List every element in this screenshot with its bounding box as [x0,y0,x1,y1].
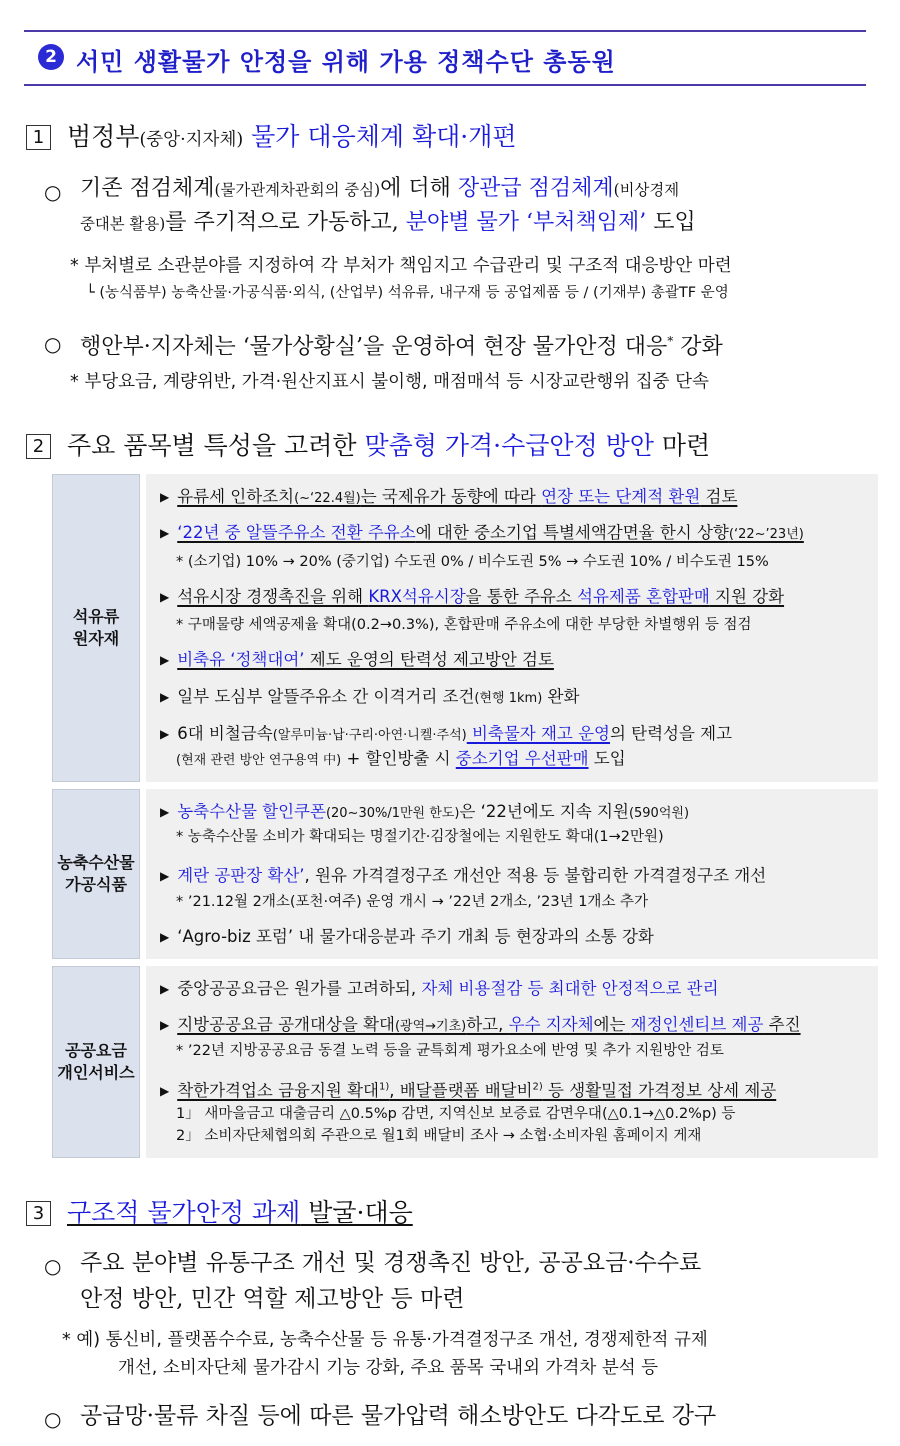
agri-sub1: * 농축수산물 소비가 확대되는 명절기간·김장철에는 지원한도 확대(1→2만원) [176,829,664,845]
group-content-agri [146,789,878,959]
section2-blue: 맞춤형 가격·수급안정 방안 [364,431,654,460]
circle-bullet-icon: ○ [44,332,62,356]
public-sub2: * ’22년 지방공공요금 동결 노력 등을 균특회계 평가요소에 반영 및 추가 지원방안 검토 [176,1043,724,1059]
oil-row5: ▶ 일부 도심부 알뜰주유소 간 이격거리 조건(현행 1km) 완화 [160,687,580,706]
public-row2: ▶ 지방공공요금 공개대상을 확대(광역→기초)하고, 우수 지자체에는 재정인센티브 제공 추진 [160,1015,801,1034]
agri-row3: ▶ ‘Agro-biz 포럼’ 내 물가대응분과 주기 개최 등 현장과의 소통 강화 [160,927,654,946]
public-sub3b: 2」 소비자단체협의회 주관으로 월1회 배달비 조사 → 소협·소비자원 홈페이지 게재 [176,1128,702,1144]
section2-number: 2 [26,434,51,459]
section2-heading [26,426,710,462]
public-row3: ▶ 착한가격업소 금융지원 확대$^{1)}$, 배달플랫폼 배달비$^{2)}$ 등 생활밀접 가격정보 상세 제공 [160,1080,777,1100]
title-bar [24,30,866,86]
oil-row1: ▶ 유류세 인하조치(~‘22.4월)는 국제유가 동향에 따라 연장 또는 단계적 환원 검토 [160,487,738,506]
sec1-note2: └ (농식품부) 농축산물·가공식품·외식, (산업부) 석유류, 내구재 등 공업제품 등 / (기재부) 총괄TF 운영 [86,285,729,301]
sec3-para2: 공급망·물류 차질 등에 따른 물가압력 해소방안도 다각도로 강구 [80,1403,717,1429]
section3-post: 발굴·대응 [300,1198,413,1227]
circle-bullet-icon: ○ [44,1407,62,1431]
agri-row2: ▶ 계란 공판장 확산’, 원유 가격결정구조 개선안 적용 등 불합리한 가격결정구조 개선 [160,866,767,885]
sec1-para1-line1: 기존 점검체계(물가관계차관회의 중심)에 더해 장관급 점검체계(비상경제 [80,176,680,201]
sec3-para1-line1: 주요 분야별 유통구조 개선 및 경쟁촉진 방안, 공공요금·수수료 [80,1250,702,1276]
section1-number: 1 [26,125,51,150]
circle-bullet-icon: ○ [44,1254,62,1278]
group-label-agri: 농축수산물 가공식품 [52,789,140,959]
sec1-note3: * 부당요금, 계량위반, 가격·원산지표시 불이행, 매점매석 등 시장교란행위 집중 단속 [70,372,709,392]
public-row1: ▶ 중앙공공요금은 원가를 고려하되, 자체 비용절감 등 최대한 안정적으로 관리 [160,979,719,998]
section2-pre: 주요 품목별 특성을 고려한 [67,431,365,460]
circle-bullet-icon: ○ [44,180,62,204]
oil-row2: ▶ ‘22년 중 알뜰주유소 전환 주유소에 대한 중소기업 특별세액감면율 한시 상향(‘22~’23년) [160,523,804,542]
group-label-oil: 석유류 원자재 [52,474,140,782]
oil-sub2: * (소기업) 10% → 20% (중기업) 수도권 0% / 비수도권 5% → 수도권 10% / 비수도권 15% [176,554,769,570]
sec1-note1: * 부처별로 소관분야를 지정하여 각 부처가 책임지고 수급관리 및 구조적 대응방안 마련 [70,256,732,276]
section1-heading [26,117,517,153]
sec3-note1: * 예) 통신비, 플랫폼수수료, 농축수산물 등 유통·가격결정구조 개선, 경쟁제한적 규제 [62,1330,708,1350]
title-text: 서민 생활물가 안정을 위해 가용 정책수단 총동원 [76,48,616,76]
sec3-note2: 개선, 소비자단체 물가감시 기능 강화, 주요 품목 국내외 가격차 분석 등 [118,1358,659,1378]
section2-post: 마련 [653,431,711,460]
group-content-oil [146,474,878,782]
sec1-para1-line2: 중대본 활용)를 주기적으로 가동하고, 분야별 물가 ‘부처책임제’ 도입 [80,210,696,235]
agri-sub2: * ’21.12월 2개소(포천·여주) 운영 개시 → ’22년 2개소, ’23년 1개소 추가 [176,894,649,910]
agri-row1: ▶ 농축수산물 할인쿠폰(20~30%/1만원 한도)은 ‘22년에도 지속 지원(590억원) [160,802,690,821]
public-sub3a: 1」 새마을금고 대출금리 △0.5%p 감면, 지역신보 보증료 감면우대(△0.1→△0.2%p) 등 [176,1106,736,1122]
oil-row6-cont: (현재 관련 방안 연구용역 中) + 할인방출 시 중소기업 우선판매 도입 [176,749,626,768]
section3-heading [26,1193,413,1229]
sec1-para2: 행안부·지자체는 ‘물가상황실’을 운영하여 현장 물가안정 대응* 강화 [80,334,723,360]
oil-row6: ▶ 6대 비철금속(알루미늄·납·구리·아연·니켈·주석) 비축물자 재고 운영의 탄력성을 제고 [160,724,733,743]
oil-row4: ▶ 비축유 ‘정책대여’ 제도 운영의 탄력성 제고방안 검토 [160,650,554,669]
group-content-public [146,966,878,1158]
title-number-badge: 2 [38,44,64,70]
section1-pre: 범정부 [67,122,140,151]
oil-row3: ▶ 석유시장 경쟁촉진을 위해 KRX석유시장을 통한 주유소 석유제품 혼합판매 지원 강화 [160,587,785,606]
section3-number: 3 [26,1201,51,1226]
group-label-public: 공공요금 개인서비스 [52,966,140,1158]
section3-blue: 구조적 물가안정 과제 [67,1198,301,1227]
section1-blue: 물가 대응체계 확대·개편 [251,122,517,151]
sec3-para1-line2: 안정 방안, 민간 역할 제고방안 등 마련 [80,1286,465,1312]
oil-sub3: * 구매물량 세액공제율 확대(0.2→0.3%), 혼합판매 주유소에 대한 부당한 차별행위 등 점검 [176,617,752,633]
section1-paren: (중앙·지자체) [139,130,244,150]
